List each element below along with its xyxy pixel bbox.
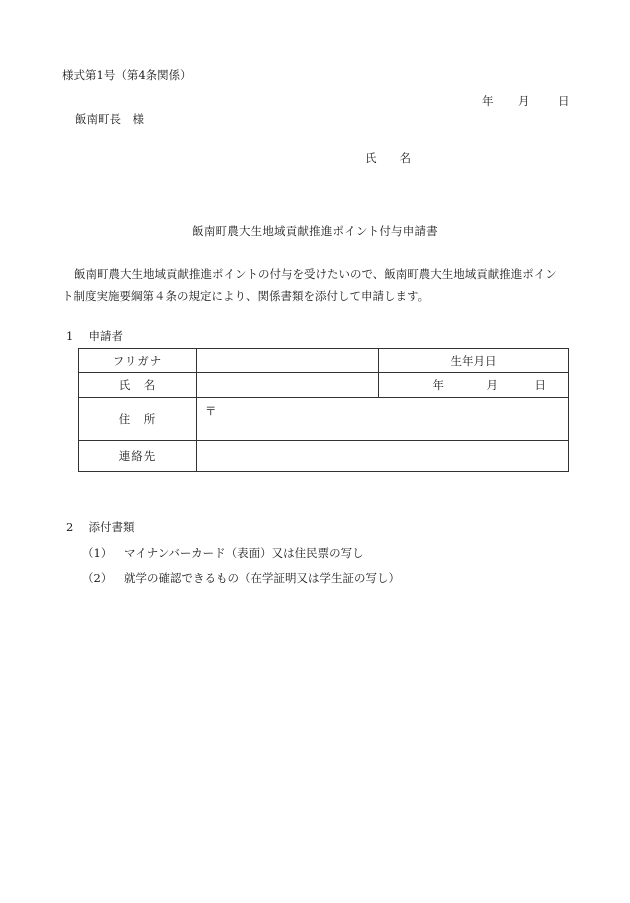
list-item bbox=[82, 545, 364, 561]
attachment-text: マイナンバーカード（表面）又は住民票の写し bbox=[124, 546, 364, 560]
birth-month-label: 月 bbox=[486, 378, 498, 392]
table-row bbox=[79, 373, 569, 398]
postal-mark: 〒 bbox=[205, 404, 217, 418]
address-field[interactable] bbox=[197, 398, 569, 441]
birth-year-label: 年 bbox=[432, 378, 444, 392]
table-row bbox=[79, 398, 569, 441]
birthdate-label: 生年月日 bbox=[379, 349, 569, 373]
birthdate-field[interactable] bbox=[379, 373, 569, 398]
furigana-label: フリガナ bbox=[79, 349, 197, 373]
section2-heading: 2 添付書類 bbox=[66, 520, 135, 534]
furigana-field[interactable] bbox=[197, 349, 379, 373]
date-month-label: 月 bbox=[518, 94, 530, 108]
table-row bbox=[79, 349, 569, 373]
attachment-number: （1） bbox=[82, 546, 113, 560]
application-date bbox=[482, 93, 570, 109]
addressee: 飯南町長 様 bbox=[75, 112, 144, 126]
date-day-label: 日 bbox=[558, 94, 570, 108]
list-item bbox=[82, 570, 400, 586]
signer-name-label: 氏 名 bbox=[365, 151, 411, 165]
contact-label: 連絡先 bbox=[79, 441, 197, 472]
applicant-table bbox=[78, 348, 569, 472]
table-row bbox=[79, 441, 569, 472]
section1-heading: 1 申請者 bbox=[66, 329, 123, 343]
address-label: 住 所 bbox=[79, 398, 197, 441]
document-title: 飯南町農大生地域貢献推進ポイント付与申請書 bbox=[192, 224, 438, 238]
attachment-number: （2） bbox=[82, 571, 113, 585]
name-field[interactable] bbox=[197, 373, 379, 398]
attachment-text: 就学の確認できるもの（在学証明又は学生証の写し） bbox=[124, 571, 400, 585]
name-label: 氏 名 bbox=[79, 373, 197, 398]
date-year-label: 年 bbox=[482, 94, 494, 108]
birth-day-label: 日 bbox=[534, 378, 546, 392]
form-number: 様式第1号（第4条関係） bbox=[62, 68, 192, 82]
contact-field[interactable] bbox=[197, 441, 569, 472]
body-text: 飯南町農大生地域貢献推進ポイントの付与を受けたいので、飯南町農大生地域貢献推進ポイント制度実施要綱第４条の規定により、関係書類を添付して申請します。 bbox=[62, 267, 557, 303]
